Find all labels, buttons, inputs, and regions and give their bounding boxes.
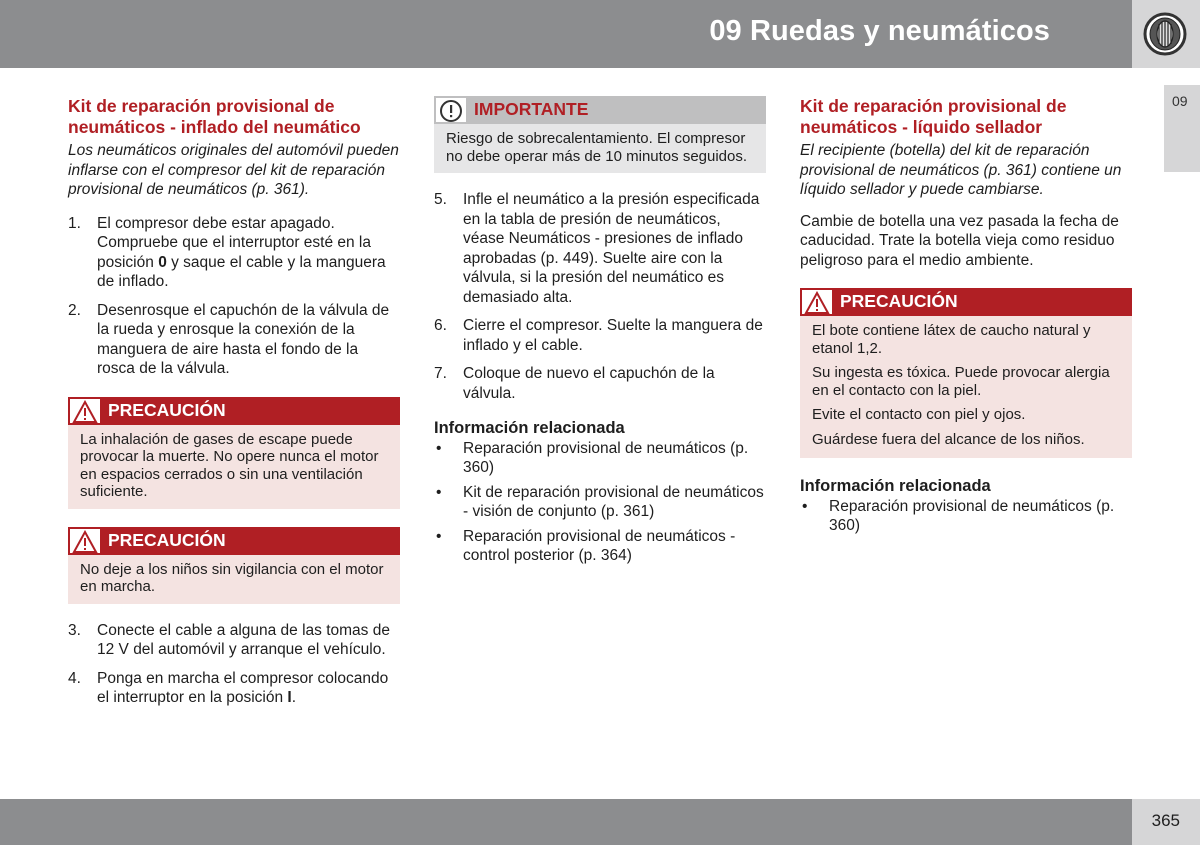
warning-text: Guárdese fuera del alcance de los niños. bbox=[812, 430, 1085, 448]
header-bar bbox=[0, 0, 1132, 68]
step-number: 1. bbox=[68, 214, 81, 232]
warning-box bbox=[68, 527, 400, 604]
step-text: Ponga en marcha el compresor colocando el interruptor en la posición bbox=[97, 669, 389, 706]
warning-box bbox=[800, 288, 1132, 458]
step-text: Desenrosque el capuchón de la válvula de la rueda y enrosque la conexión de la manguera de aire hasta el fondo de la rosca de la válvula. bbox=[97, 301, 390, 377]
important-label: IMPORTANTE bbox=[474, 99, 589, 119]
step-number: 2. bbox=[68, 301, 81, 319]
warning-label: PRECAUCIÓN bbox=[108, 529, 226, 550]
step-number: 6. bbox=[434, 317, 447, 334]
bullet-icon: • bbox=[802, 498, 808, 515]
column-continued bbox=[434, 96, 766, 571]
related-info-heading: Información relacionada bbox=[434, 419, 625, 437]
step-text: Cierre el compresor. Suelte la manguera de inflado y el cable. bbox=[463, 317, 763, 354]
warning-header bbox=[68, 397, 400, 425]
step-text: Conecte el cable a alguna de las tomas de 12 V del automóvil y arranque el vehículo. bbox=[97, 621, 390, 658]
warning-text: Evite el contacto con piel y ojos. bbox=[812, 406, 1026, 423]
step-text: . bbox=[291, 689, 297, 706]
chapter-side-tab bbox=[1164, 85, 1200, 172]
page-number: 365 bbox=[1151, 811, 1180, 830]
related-list bbox=[434, 439, 766, 565]
bullet-icon: • bbox=[436, 484, 442, 501]
list-item bbox=[68, 621, 400, 660]
steps-list bbox=[68, 214, 400, 379]
step-number: 4. bbox=[68, 669, 81, 687]
important-text: Riesgo de sobrecalentamiento. El compresor no debe operar más de 10 minutos seguidos. bbox=[446, 130, 748, 165]
steps-list bbox=[68, 621, 400, 708]
step-bold: 0 bbox=[158, 253, 167, 271]
related-link[interactable] bbox=[434, 483, 766, 521]
step-number: 3. bbox=[68, 621, 81, 639]
list-item bbox=[434, 190, 766, 307]
step-text: El compresor debe estar apagado. Compruebe que el interruptor esté en la posición bbox=[97, 214, 371, 271]
related-link-text[interactable]: Reparación provisional de neumáticos (p. 360) bbox=[829, 498, 1115, 534]
warning-body bbox=[800, 316, 1132, 458]
step-number: 7. bbox=[434, 365, 447, 382]
warning-label: PRECAUCIÓN bbox=[840, 291, 958, 311]
step-text: Coloque de nuevo el capuchón de la válvula. bbox=[463, 365, 715, 402]
chapter-number: 09 bbox=[1172, 93, 1188, 109]
warning-label: PRECAUCIÓN bbox=[108, 399, 226, 420]
body-text: Cambie de botella una vez pasada la fecha de caducidad. Trate la botella vieja como residuo peligroso para el medio ambiente. bbox=[800, 212, 1119, 269]
warning-box bbox=[68, 397, 400, 509]
exclamation-icon bbox=[434, 96, 468, 124]
page-title: 09 Ruedas y neumáticos bbox=[709, 15, 1050, 47]
warning-text: La inhalación de gases de escape puede provocar la muerte. No opere nunca el motor en espacios cerrados o sin una ventilación suficiente. bbox=[80, 430, 379, 500]
warning-body bbox=[68, 425, 400, 509]
warning-triangle-icon bbox=[68, 397, 102, 425]
related-link-text[interactable]: Reparación provisional de neumáticos (p. 360) bbox=[463, 440, 749, 476]
page-number-box bbox=[1132, 799, 1200, 845]
warning-text: Su ingesta es tóxica. Puede provocar alergia en el contacto con la piel. bbox=[812, 364, 1110, 399]
warning-triangle-icon bbox=[800, 288, 834, 316]
step-number: 5. bbox=[434, 191, 447, 208]
warning-text: No deje a los niños sin vigilancia con el motor en marcha. bbox=[80, 560, 384, 595]
related-info-heading: Información relacionada bbox=[800, 477, 991, 495]
list-item bbox=[434, 364, 766, 403]
wheel-icon bbox=[1142, 12, 1188, 56]
related-link[interactable] bbox=[800, 497, 1132, 535]
list-item bbox=[68, 214, 400, 292]
related-list bbox=[800, 497, 1132, 535]
related-link[interactable] bbox=[434, 439, 766, 477]
column-sealant bbox=[800, 96, 1132, 541]
intro-text: El recipiente (botella) del kit de reparación provisional de neumáticos (p. 361) contiene un líquido sellador y puede cambiarse. bbox=[800, 142, 1122, 198]
related-link-text[interactable]: Reparación provisional de neumáticos - control posterior (p. 364) bbox=[463, 528, 736, 564]
chapter-icon-box bbox=[1132, 0, 1200, 68]
intro-text: Los neumáticos originales del automóvil pueden inflarse con el compresor del kit de reparación provisional de neumáticos (p. 361). bbox=[68, 142, 399, 198]
footer-bar bbox=[0, 799, 1132, 845]
warning-body bbox=[68, 555, 400, 604]
section-title-sealant: Kit de reparación provisional de neumáticos - líquido sellador bbox=[800, 96, 1067, 137]
warning-text: El bote contiene látex de caucho natural y etanol 1,2. bbox=[812, 322, 1091, 357]
list-item bbox=[68, 301, 400, 379]
step-text: y saque el cable y la manguera de inflado. bbox=[97, 253, 386, 290]
important-box bbox=[434, 96, 766, 173]
step-text: Infle el neumático a la presión especificada en la tabla de presión de neumáticos, véase Neumáticos - presiones de inflado aprobadas (p. 449). Suelte aire con la válvula, si la presión del neumático es demasiado alta. bbox=[463, 191, 760, 306]
list-item bbox=[434, 316, 766, 355]
steps-list bbox=[434, 190, 766, 403]
warning-header bbox=[800, 288, 1132, 316]
related-link[interactable] bbox=[434, 527, 766, 565]
related-link-text[interactable]: Kit de reparación provisional de neumáticos - visión de conjunto (p. 361) bbox=[463, 484, 764, 520]
warning-triangle-icon bbox=[68, 527, 102, 555]
bullet-icon: • bbox=[436, 528, 442, 545]
list-item bbox=[68, 669, 400, 708]
step-bold: I bbox=[287, 689, 292, 706]
column-inflation bbox=[68, 96, 400, 717]
warning-header bbox=[68, 527, 400, 555]
important-body bbox=[434, 124, 766, 173]
important-header bbox=[434, 96, 766, 124]
bullet-icon: • bbox=[436, 440, 442, 457]
section-title-inflation: Kit de reparación provisional de neumáticos - inflado del neumático bbox=[68, 96, 361, 137]
